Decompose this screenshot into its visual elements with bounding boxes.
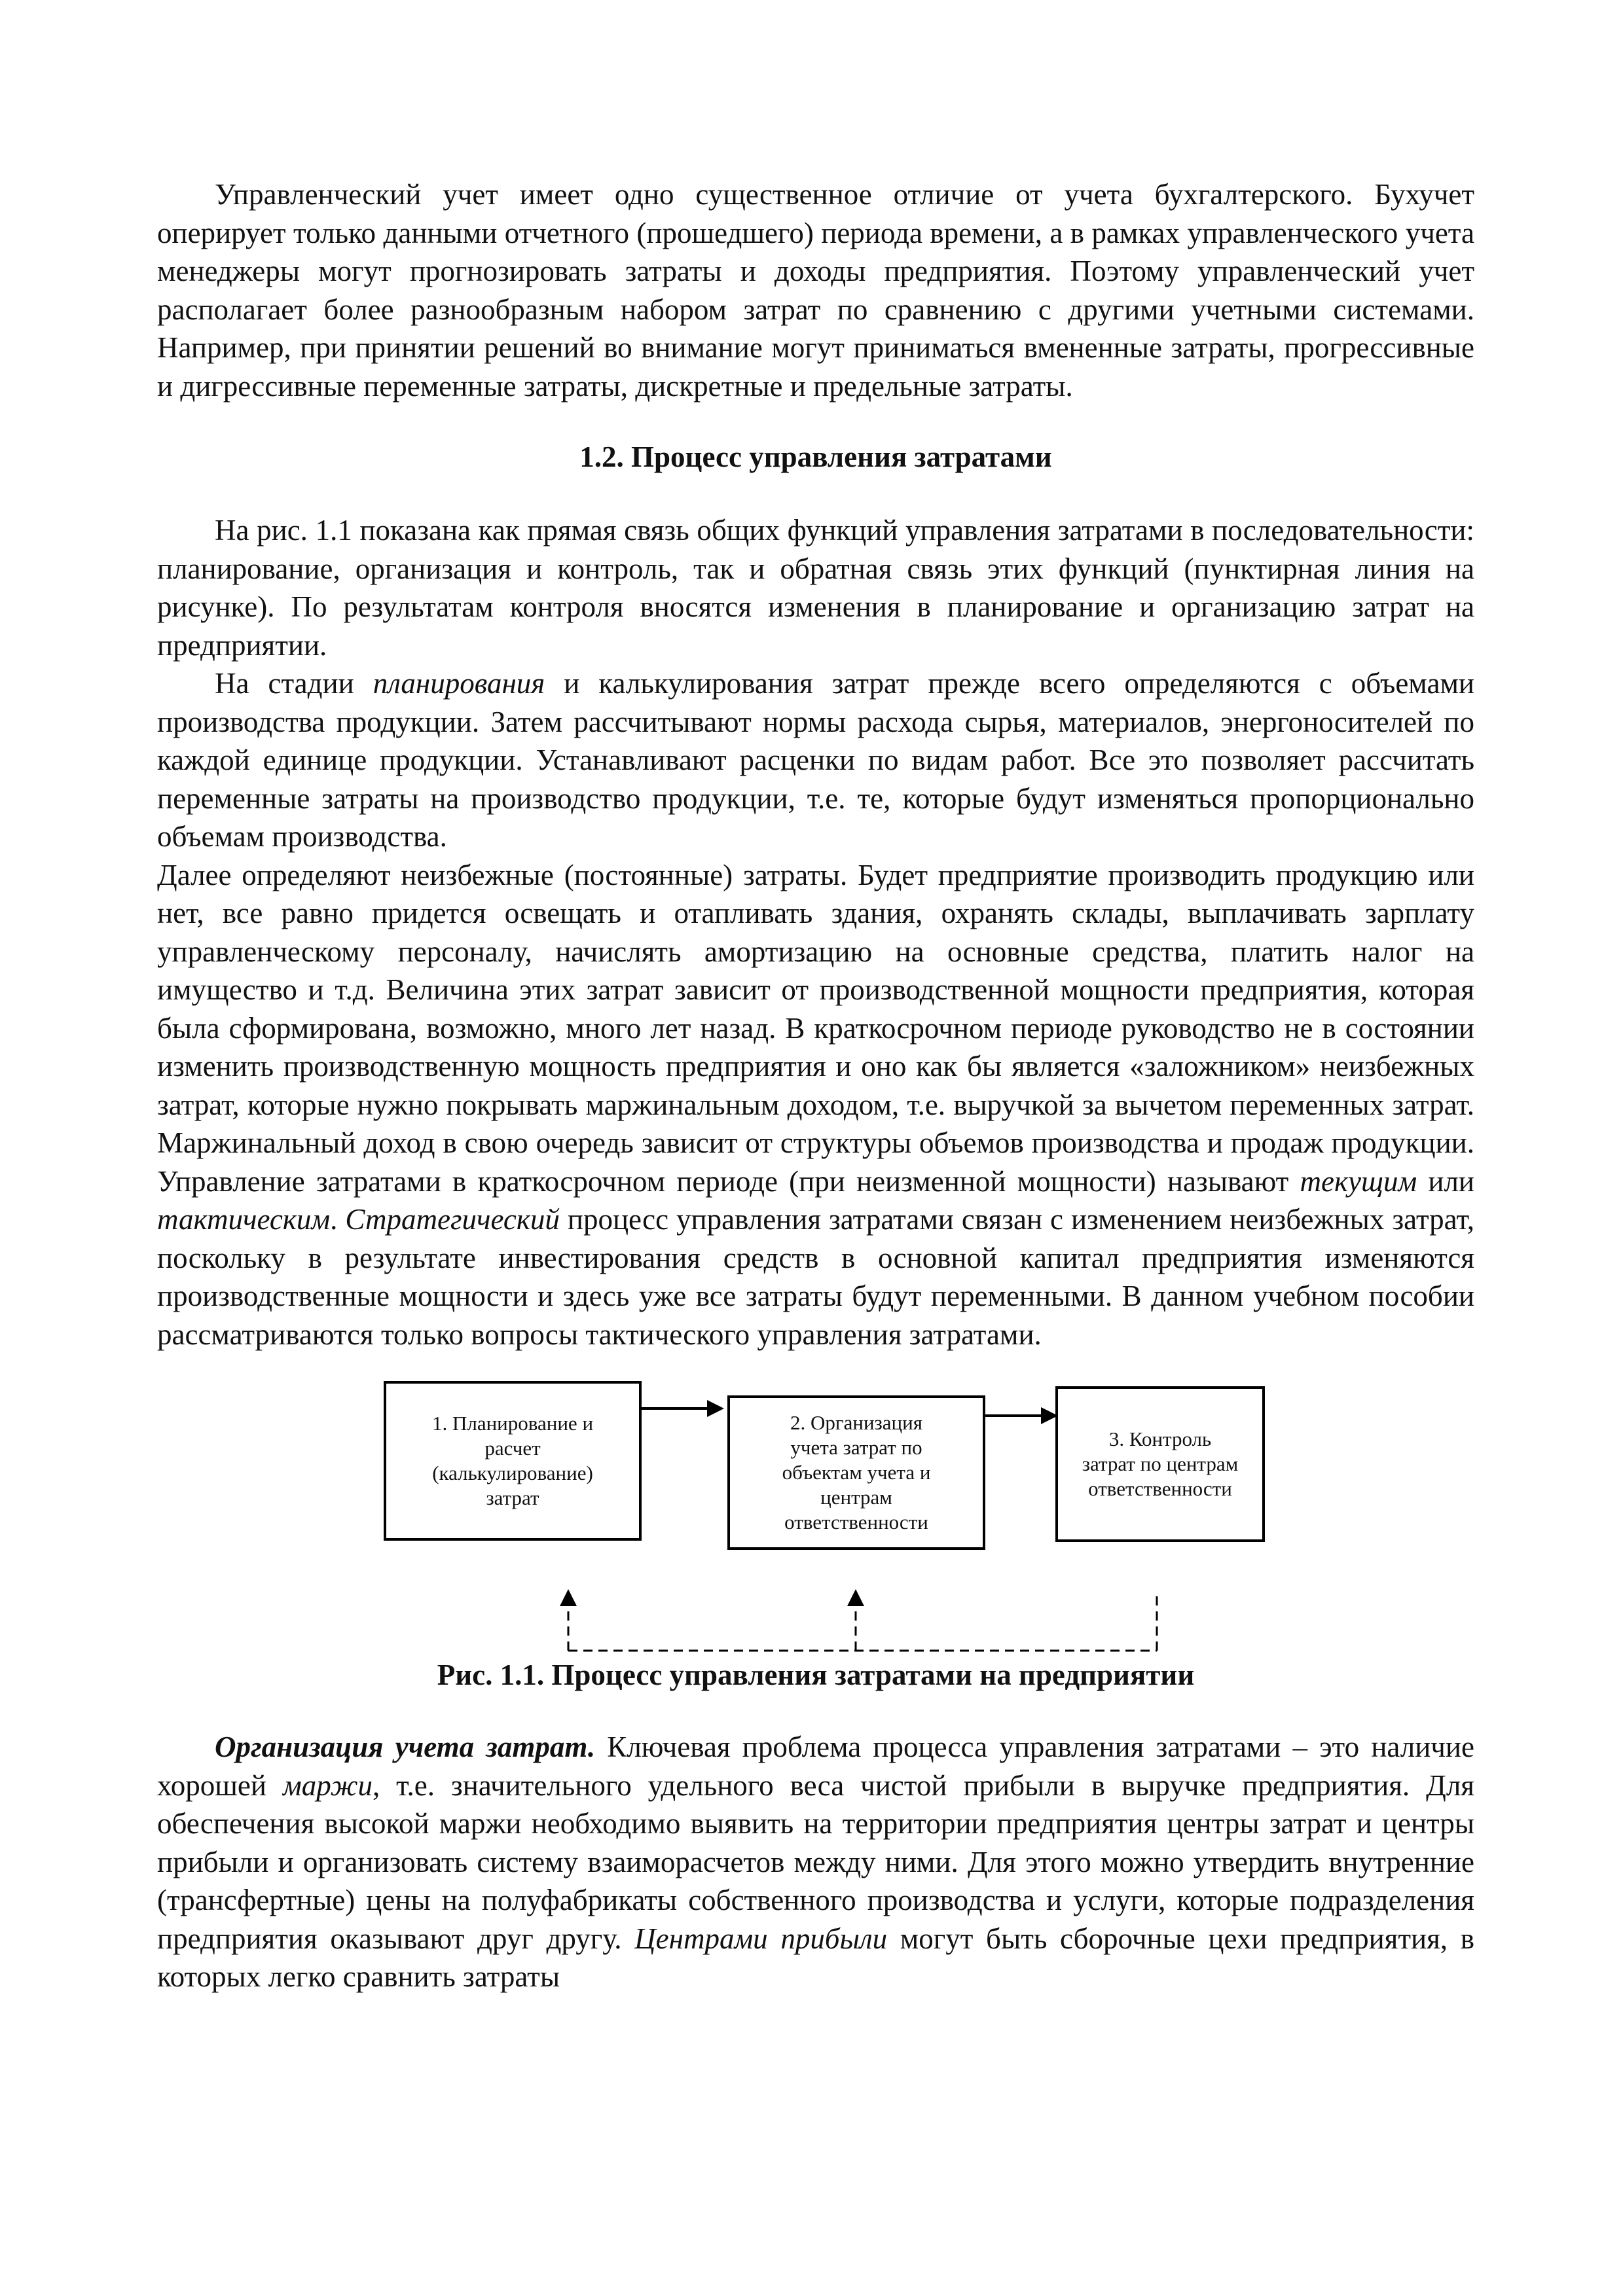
intro-paragraph: Управленческий учет имеет одно существенное отличие от учета бухгалтерского. Бухучет оперирует только данными отчетного (прошедшего) периода времени, а в рамках управленческого учета менеджеры могут прогнозировать затраты и доходы предприятия. Поэтому управленческий учет располагает более разнообразным набором затрат по сравнению с другими учетными системами. Например, при принятии решений во внимание могут приниматься вмененные затраты, прогрессивные и дигрессивные переменные затраты, дискретные и предельные затраты. <box>157 178 1474 403</box>
box-line: 2. Организация <box>790 1411 922 1434</box>
text-run: или <box>1417 1164 1474 1198</box>
box-line: ответственности <box>1088 1477 1232 1500</box>
emphasis-strategic: Стратегический <box>345 1203 560 1236</box>
paragraph-fixed-costs <box>157 856 1474 1354</box>
box-line: 1. Планирование и <box>431 1412 594 1435</box>
cost-management-diagram <box>157 1381 1474 1656</box>
text-run: Далее определяют неизбежные (постоянные) затраты. Будет предприятие производить продукцию или нет, все равно придется освещать и отапливать здания, охранять склады, выплачивать зарплату управленческому персоналу, начислять амортизацию на основные средства, платить налог на имущество и т.д. Величина этих затрат зависит от производственной мощности предприятия, которая была сформирована, возможно, много лет назад. В краткосрочном периоде руководство не в состоянии изменить производственную мощность предприятия и оно как бы является «заложником» неизбежных затрат, которые нужно покрывать маржинальным доходом, т.е. выручкой за вычетом переменных затрат. Маржинальный доход в свою очередь зависит от структуры объемов производства и продаж продукции. Управление затратами в краткосрочном периоде (при неизменной мощности) называют <box>157 858 1474 1198</box>
box-line: (калькулирование) <box>432 1462 593 1484</box>
paragraph-planning <box>157 664 1474 856</box>
box-planning-text <box>432 1411 593 1511</box>
text-run: . <box>330 1203 346 1236</box>
box-line: учета затрат по <box>790 1436 922 1459</box>
document-page <box>157 175 1474 1996</box>
text-run: На стадии <box>215 667 373 700</box>
emphasis-margin: маржи <box>282 1768 373 1802</box>
figure-caption: Рис. 1.1. Процесс управления затратами на предприятии <box>437 1659 1195 1691</box>
paragraph-feedback: На рис. 1.1 показана как прямая связь общих функций управления затратами в последовательности: планирование, организация и контроль, так и обратная связь этих функций (пунктирная линия на рисунке). По результатам контроля вносятся изменения в планирование и организацию затрат на предприятии. <box>157 514 1474 662</box>
paragraph-cost-accounting <box>157 1728 1474 1996</box>
lead-term: Организация учета затрат. <box>215 1731 596 1763</box>
box-line: объектам учета и <box>782 1461 931 1484</box>
text-run: могут быть сборочные цехи предприятия, в которых легко сравнить затраты <box>157 1922 1474 1993</box>
text-run: и калькулирования затрат прежде всего определяются с объемами производства продукции. Затем рассчитывают нормы расхода сырья, материалов, энергоносителей по каждой единице продукции. Устанавливают расценки по видам работ. Все это позволяет рассчитать переменные затраты на производство продукции, т.е. те, которые будут изменяться пропорционально объемам производства. <box>157 667 1474 853</box>
emphasis-planning: планирования <box>373 667 545 700</box>
box-line: затрат <box>486 1486 539 1509</box>
box-line: расчет <box>484 1437 541 1460</box>
box-line: затрат по центрам <box>1082 1452 1239 1475</box>
text-run: процесс управления затратами связан с изменением неизбежных затрат, поскольку в результате инвестирования средств в основной капитал предприятия изменяются производственные мощности и здесь уже все затраты будут переменными. В данном учебном пособии рассматриваются только вопросы тактического управления затратами. <box>157 1203 1475 1351</box>
box-line: центрам <box>820 1486 892 1509</box>
box-planning <box>384 1381 642 1541</box>
box-control <box>1055 1386 1265 1542</box>
box-line: ответственности <box>784 1511 928 1534</box>
emphasis-tactical: тактическим <box>157 1203 331 1236</box>
emphasis-profit-centers: Центрами прибыли <box>634 1922 888 1955</box>
box-organization <box>727 1395 985 1550</box>
box-control-text <box>1082 1427 1238 1501</box>
emphasis-current: текущим <box>1300 1164 1417 1198</box>
text-run: Ключевая проблема процесса управления затратами – это наличие хорошей <box>157 1731 1474 1802</box>
section-heading: 1.2. Процесс управления затратами <box>579 440 1052 473</box>
box-organization-text <box>782 1410 931 1535</box>
box-line: 3. Контроль <box>1108 1427 1212 1450</box>
text-run: , т.е. значительного удельного веса чистой прибыли в выручке предприятия. Для обеспечения высокой маржи необходимо выявить на территории предприятия центры затрат и центры прибыли и организовать систему взаиморасчетов между ними. Для этого можно утвердить внутренние (трансфертные) цены на полуфабрикаты собственного производства и услуги, которые подразделения предприятия оказывают друг другу. <box>157 1768 1474 1955</box>
